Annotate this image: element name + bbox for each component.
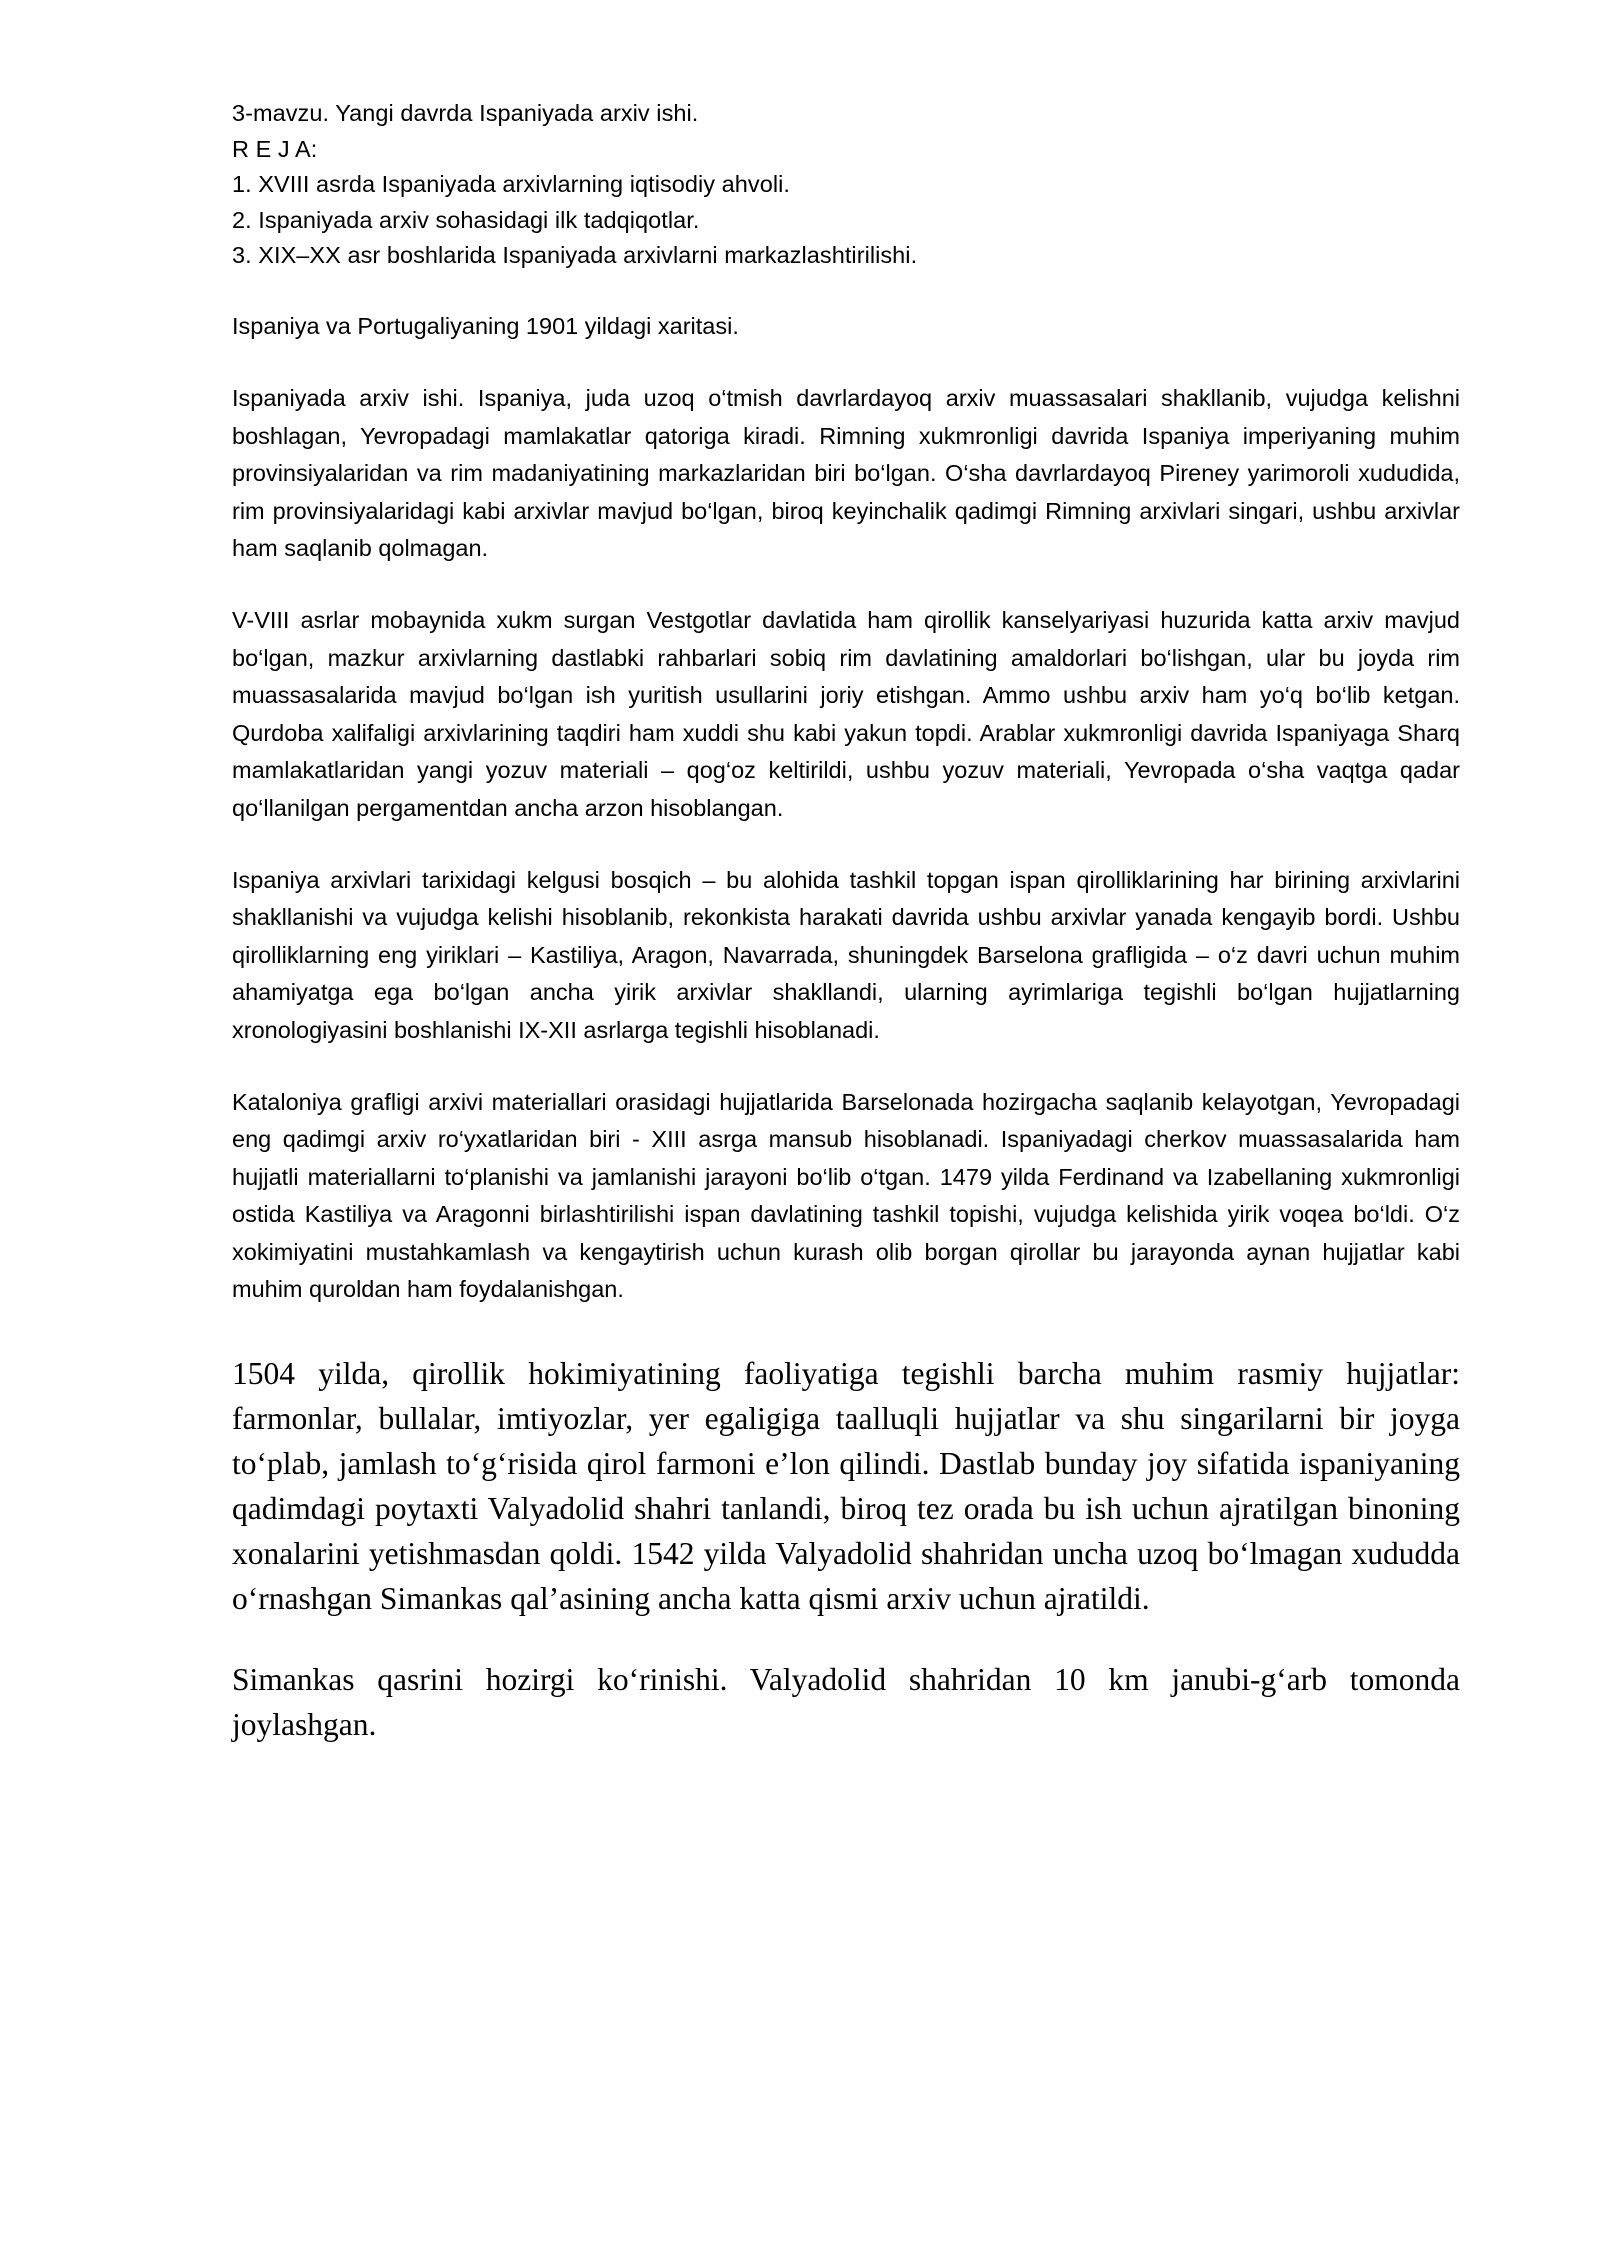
spacer-before-serif xyxy=(232,1309,1460,1351)
serif-paragraph-1: 1504 yilda, qirollik hokimiyatining faoliyatiga tegishli barcha muhim rasmiy hujjatlar: farmonlar, bullalar, imtiyozlar, yer egaligiga taalluqli hujjatlar va shu singarilarni bir joyga to‘plab, jamlash to‘g‘risida qirol farmoni e’lon qilindi. Dastlab bunday joy sifatida ispaniyaning qadimdagi poytaxti Valyadolid shahri tanlandi, biroq tez orada bu ish uchun ajratilgan binoning xonalarini yetishmasdan qoldi. 1542 yilda Valyadolid shahridan uncha uzoq bo‘lmagan xududda o‘rnashgan Simankas qal’asining ancha katta qismi arxiv uchun ajratildi. xyxy=(232,1356,1460,1617)
plan-item-1: 1. XVIII asrda Ispaniyada arxivlarning iqtisodiy ahvoli. xyxy=(232,171,790,197)
map-caption: Ispaniya va Portugaliyaning 1901 yildagi xaritasi. xyxy=(232,312,739,339)
body-paragraph-3: Ispaniya arxivlari tarixidagi kelgusi bosqich – bu alohida tashkil topgan ispan qirolliklarining har birining arxivlarini shakllanishi va vujudga kelishi hisoblanib, rekonkista harakati davrida ushbu arxivlar yanada kengayib bordi. Ushbu qirolliklarning eng yiriklari – Kastiliya, Aragon, Navarrada, shuningdek Barselona grafligida – o‘z davri uchun muhim ahamiyatga ega bo‘lgan ancha yirik arxivlar shakllandi, ularning ayrimlariga tegishli bo‘lgan hujjatlarning xronologiyasini boshlanishi IX-XII asrlarga tegishli hisoblanadi. xyxy=(232,866,1460,1043)
serif-paragraph-2: Simankas qasrini hozirgi ko‘rinishi. Valyadolid shahridan 10 km janubi-g‘arb tomonda joylashgan. xyxy=(232,1662,1460,1743)
body-paragraph-1: Ispaniyada arxiv ishi. Ispaniya, juda uzoq o‘tmish davrlardayoq arxiv muassasalari shakllanib, vujudga kelishni boshlagan, Yevropadagi mamlakatlar qatoriga kiradi. Rimning xukmronligi davrida Ispaniya imperiyaning muhim provinsiyalaridan va rim madaniyatining markazlaridan biri bo‘lgan. O‘sha davrlardayoq Pireney yarimoroli xududida, rim provinsiyalaridagi kabi arxivlar mavjud bo‘lgan, biroq keyinchalik qadimgi Rimning arxivlari singari, ushbu arxivlar ham saqlanib qolmagan. xyxy=(232,385,1460,562)
document-body xyxy=(232,96,1460,1747)
plan-label: R E J A: xyxy=(232,135,318,162)
spacer-after-caption xyxy=(232,344,1460,380)
body-paragraph-4: Kataloniya grafligi arxivi materiallari orasidagi hujjatlarida Barselonada hozirgacha saqlanib kelayotgan, Yevropadagi eng qadimgi arxiv ro‘yxatlaridan biri - XIII asrga mansub hisoblanadi. Ispaniyadagi cherkov muassasalarida ham hujjatli materiallarni to‘planishi va jamlanishi jarayoni bo‘lib o‘tgan. 1479 yilda Ferdinand va Izabellaning xukmronligi ostida Kastiliya va Aragonni birlashtirilishi ispan davlatining tashkil topishi, vujudga kelishida yirik voqea bo‘ldi. O‘z xokimiyatini mustahkamlash va kengaytirish uchun kurash olib borgan qirollar bu jarayonda aynan hujjatlar kabi muhim quroldan ham foydalanishgan. xyxy=(232,1088,1460,1303)
spacer-after-plan xyxy=(232,274,1460,309)
plan-item-3: 3. XIX–XX asr boshlarida Ispaniyada arxivlarni markazlashtirilishi. xyxy=(232,242,918,268)
body-paragraph-2: V-VIII asrlar mobaynida xukm surgan Vestgotlar davlatida ham qirollik kanselyariyasi huzurida katta arxiv mavjud bo‘lgan, mazkur arxivlarning dastlabki rahbarlari sobiq rim davlatining amaldorlari bo‘lishgan, ular bu joyda rim muassasalarida mavjud bo‘lgan ish yuritish usullarini joriy etishgan. Ammo ushbu arxiv ham yo‘q bo‘lib ketgan. Qurdoba xalifaligi arxivlarining taqdiri ham xuddi shu kabi yakun topdi. Arablar xukmronligi davrida Ispaniyaga Sharq mamlakatlaridan yangi yozuv materiali – qog‘oz keltirildi, ushbu yozuv materiali, Yevropada o‘sha vaqtga qadar qo‘llanilgan pergamentdan ancha arzon hisoblangan. xyxy=(232,606,1460,821)
heading-block xyxy=(232,96,1460,274)
plan-item-2: 2. Ispaniyada arxiv sohasidagi ilk tadqiqotlar. xyxy=(232,206,700,233)
serif-block xyxy=(232,1351,1460,1747)
topic-title: 3-mavzu. Yangi davrda Ispaniyada arxiv ishi. xyxy=(232,100,699,126)
